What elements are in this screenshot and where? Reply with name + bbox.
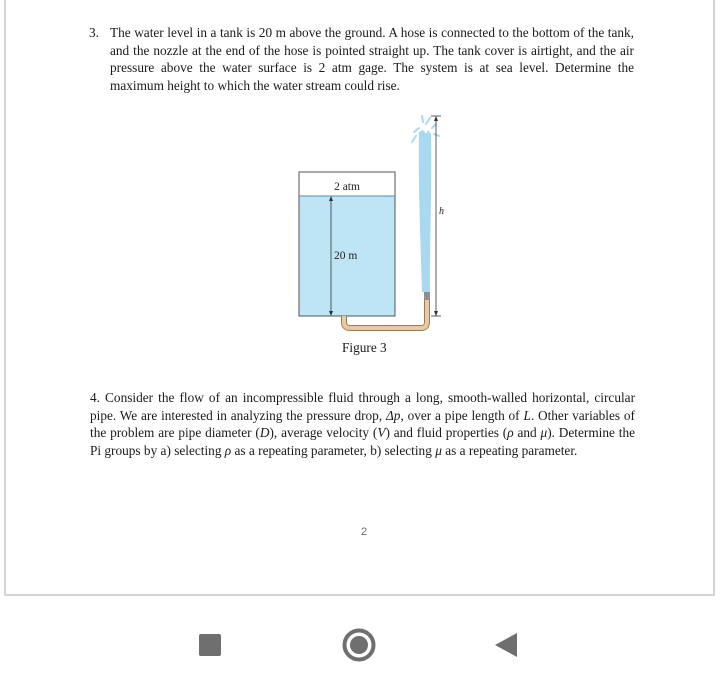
document-page (4, 0, 715, 596)
figure-caption: Figure 3 (342, 340, 387, 355)
problem-4: 4. Consider the flow of an incompressible fluid through a long, smooth-walled horizontal, circular pipe. We are interested in analyzing the pressure drop, Δp, over a pipe length of L. Other variables of the problem are pipe diameter (D), average velocity (V) and fluid properties (ρ and μ). Determine the Pi groups by a) selecting ρ as a repeating parameter, b) selecting μ as a repeating parameter. (90, 390, 635, 458)
problem-3-text: The water level in a tank is 20 m above the ground. A hose is connected to the bottom of the tank, and the nozzle at the end of the hose is pointed straight up. The tank cover is airtight, and the air pressure above the water surface is 2 atm gage. The system is at sea level. Determine the maximum height to which the water stream could rise. (110, 25, 634, 93)
water-stream (419, 130, 432, 292)
pressure-label: 2 atm (334, 181, 360, 193)
android-nav-bar (0, 598, 720, 694)
recent-apps-icon[interactable] (199, 634, 221, 656)
problem-3-number: 3. (89, 25, 99, 40)
problem-3 (89, 24, 634, 94)
nozzle (424, 292, 430, 300)
back-icon[interactable] (493, 631, 519, 659)
depth-label: 20 m (334, 250, 358, 262)
height-label: h (439, 206, 444, 217)
home-icon[interactable] (342, 628, 376, 662)
tank-figure (286, 110, 456, 335)
page-number: 2 (361, 526, 368, 538)
